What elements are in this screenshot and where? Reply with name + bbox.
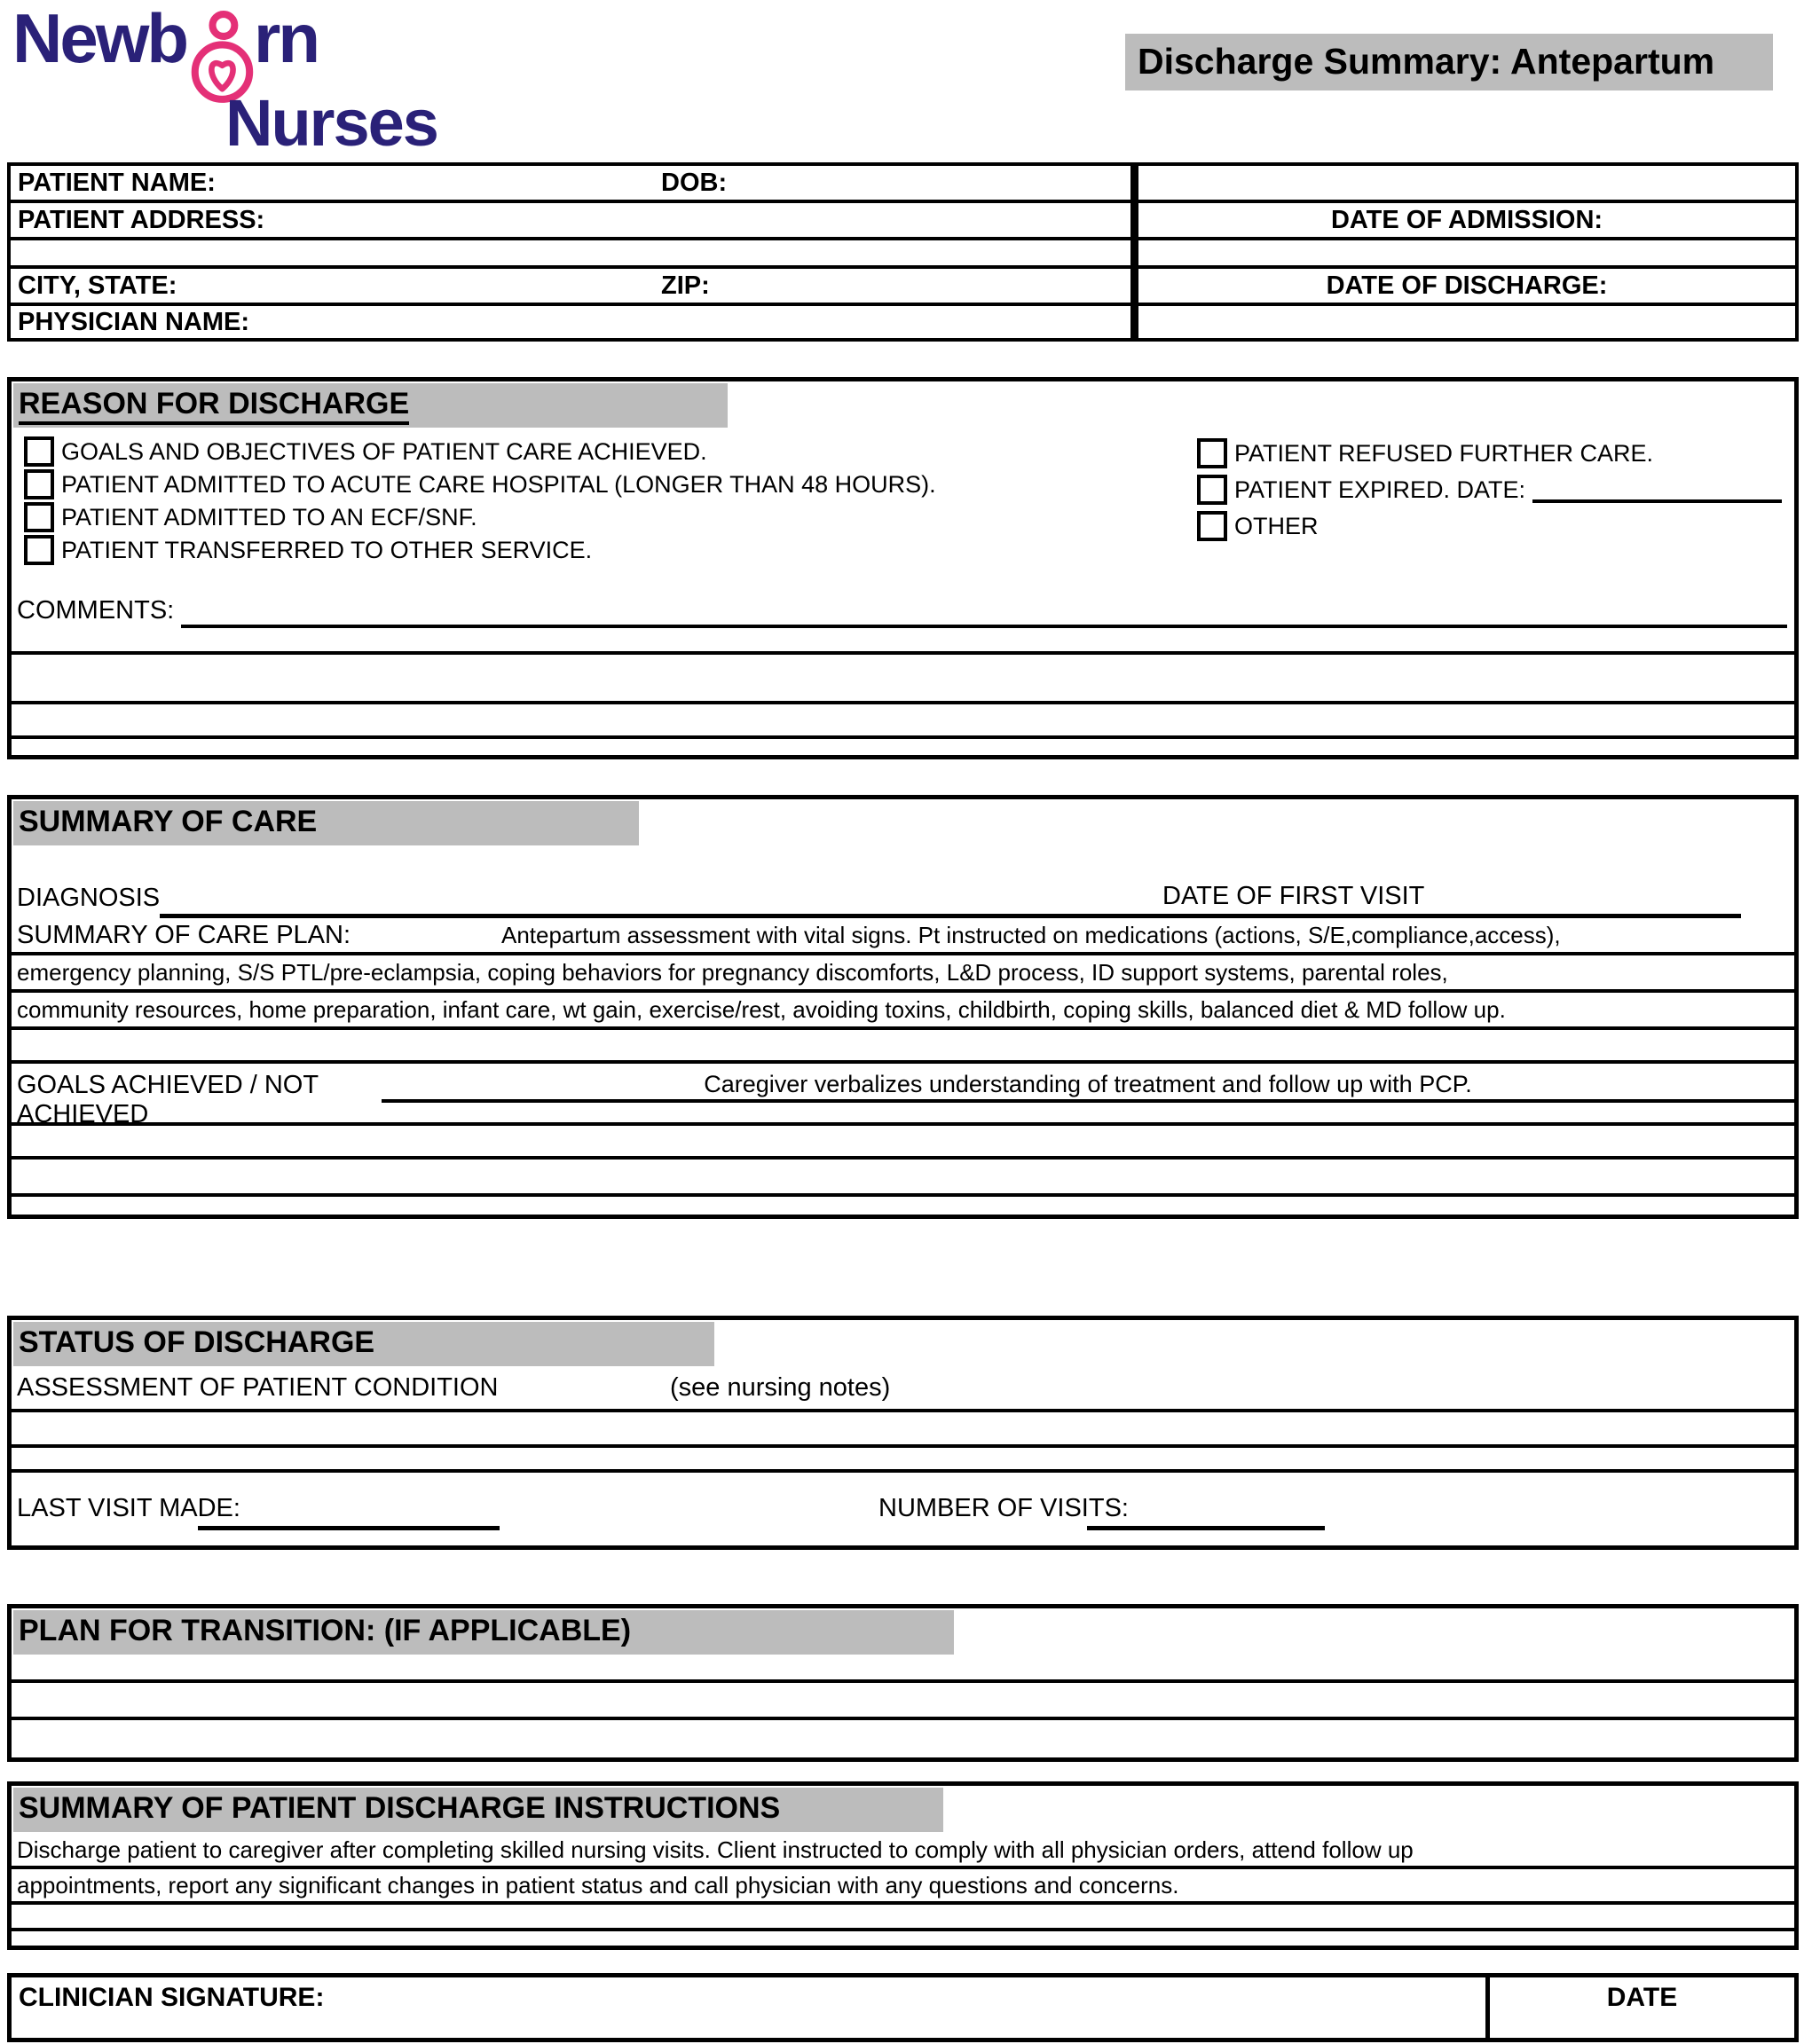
option-label: PATIENT ADMITTED TO AN ECF/SNF. bbox=[61, 503, 477, 531]
option-label: GOALS AND OBJECTIVES OF PATIENT CARE ACHIEVED. bbox=[61, 437, 707, 465]
option-label: PATIENT EXPIRED. DATE: bbox=[1234, 476, 1526, 503]
last-visit-line[interactable] bbox=[198, 1526, 500, 1530]
patient-address-label: PATIENT ADDRESS: bbox=[18, 205, 265, 234]
number-of-visits-line[interactable] bbox=[1087, 1526, 1325, 1530]
logo-text-line2: Nurses bbox=[225, 86, 437, 160]
dob-label: DOB: bbox=[661, 168, 728, 197]
discharge-instructions-section bbox=[7, 1781, 1799, 1950]
care-plan-row bbox=[12, 955, 1794, 993]
city-state-row bbox=[11, 269, 1130, 306]
blank-line[interactable] bbox=[12, 1683, 1794, 1720]
care-plan-text: community resources, home preparation, infant care, wt gain, exercise/rest, avoiding toxins, childbirth, coping skills, balanced diet & MD follow up. bbox=[17, 995, 1506, 1023]
option-label: PATIENT TRANSFERRED TO OTHER SERVICE. bbox=[61, 536, 593, 563]
instructions-text: appointments, report any significant changes in patient status and call physician with any questions and concerns. bbox=[17, 1871, 1179, 1899]
blank-line[interactable] bbox=[12, 1720, 1794, 1757]
comments-label: COMMENTS: bbox=[17, 595, 175, 625]
blank-line[interactable] bbox=[12, 1905, 1794, 1931]
diagnosis-line[interactable] bbox=[160, 914, 1741, 918]
goals-achieved-line[interactable] bbox=[382, 1064, 1794, 1103]
comments-blank-line[interactable] bbox=[12, 735, 1794, 766]
physician-name-label: PHYSICIAN NAME: bbox=[18, 307, 250, 336]
signature-date-cell[interactable] bbox=[1485, 1977, 1794, 2038]
signature-section bbox=[7, 1973, 1799, 2042]
goals-achieved-text: Caregiver verbalizes understanding of treatment and follow up with PCP. bbox=[704, 1071, 1472, 1097]
assessment-value: (see nursing notes) bbox=[670, 1372, 891, 1402]
option-refused-further-care bbox=[1197, 440, 1782, 467]
form-title: Discharge Summary: Antepartum bbox=[1125, 34, 1773, 90]
status-section-header: STATUS OF DISCHARGE bbox=[13, 1322, 714, 1366]
admission-date-field[interactable] bbox=[1138, 240, 1795, 269]
assessment-label: ASSESSMENT OF PATIENT CONDITION bbox=[17, 1372, 499, 1402]
care-plan-row bbox=[12, 993, 1794, 1030]
reason-section-header: REASON FOR DISCHARGE bbox=[13, 383, 728, 428]
last-visit-row bbox=[12, 1473, 1794, 1547]
summary-of-care-section bbox=[7, 795, 1799, 1219]
care-plan-text: emergency planning, S/S PTL/pre-eclampsia, coping behaviors for pregnancy discomforts, L&D process, ID support systems, parental roles, bbox=[17, 958, 1448, 986]
checkbox-patient-expired[interactable] bbox=[1197, 475, 1227, 505]
logo-text-pre: Newb bbox=[12, 0, 187, 77]
patient-expired-date-line[interactable] bbox=[1532, 478, 1782, 503]
discharge-reason-options-right bbox=[1197, 440, 1782, 549]
date-of-discharge-label: DATE OF DISCHARGE: bbox=[1138, 269, 1795, 306]
blank-line[interactable] bbox=[12, 1197, 1794, 1218]
care-plan-row bbox=[12, 918, 1794, 955]
option-label: PATIENT REFUSED FURTHER CARE. bbox=[1234, 439, 1654, 467]
clinician-signature-label: CLINICIAN SIGNATURE: bbox=[19, 1983, 325, 2012]
patient-info-section bbox=[7, 162, 1799, 342]
option-label: OTHER bbox=[1234, 512, 1319, 539]
transition-section-header: PLAN FOR TRANSITION: (IF APPLICABLE) bbox=[13, 1610, 954, 1655]
date-of-admission-label: DATE OF ADMISSION: bbox=[1138, 203, 1795, 240]
blank-line[interactable] bbox=[12, 1931, 1794, 1951]
checkbox-admitted-acute-care[interactable] bbox=[24, 469, 54, 499]
city-state-label: CITY, STATE: bbox=[18, 271, 177, 300]
number-of-visits-label: NUMBER OF VISITS: bbox=[878, 1494, 1129, 1522]
zip-label: ZIP: bbox=[661, 271, 710, 300]
blank-line[interactable] bbox=[12, 1126, 1794, 1160]
instructions-section-header: SUMMARY OF PATIENT DISCHARGE INSTRUCTIONS bbox=[13, 1788, 943, 1832]
patient-name-row bbox=[11, 166, 1130, 203]
instructions-text: Discharge patient to caregiver after completing skilled nursing visits. Client instructed to comply with all physician orders, attend follow up bbox=[17, 1836, 1414, 1863]
newborn-nurses-logo bbox=[12, 0, 437, 160]
care-plan-label: SUMMARY OF CARE PLAN: bbox=[17, 920, 351, 949]
status-of-discharge-section bbox=[7, 1316, 1799, 1550]
blank-line[interactable] bbox=[12, 1448, 1794, 1473]
comments-row bbox=[17, 593, 1787, 628]
transition-header-row bbox=[12, 1608, 1794, 1683]
signature-date-label: DATE bbox=[1606, 1983, 1678, 2012]
admission-dates-table bbox=[1134, 162, 1799, 342]
comments-line[interactable] bbox=[181, 603, 1787, 628]
option-other bbox=[1197, 513, 1782, 539]
diagnosis-label: DIAGNOSIS bbox=[17, 884, 161, 912]
comments-blank-line[interactable] bbox=[12, 651, 1794, 701]
goals-achieved-row bbox=[12, 1064, 1794, 1126]
blank-line[interactable] bbox=[12, 1412, 1794, 1448]
care-section-header: SUMMARY OF CARE bbox=[13, 801, 639, 845]
patient-address-row bbox=[11, 203, 1130, 240]
option-patient-expired bbox=[1197, 476, 1782, 503]
address-blank-row[interactable] bbox=[11, 240, 1130, 269]
discharge-date-field[interactable] bbox=[1138, 306, 1795, 338]
blank-cell[interactable] bbox=[1138, 166, 1795, 203]
checkbox-transferred-other-service[interactable] bbox=[24, 535, 54, 565]
discharge-reason-options bbox=[24, 438, 1794, 571]
last-visit-label: LAST VISIT MADE: bbox=[17, 1494, 240, 1522]
blank-line[interactable] bbox=[12, 1160, 1794, 1197]
patient-name-label: PATIENT NAME: bbox=[18, 168, 216, 197]
assessment-row bbox=[12, 1366, 1794, 1412]
checkbox-other[interactable] bbox=[1197, 511, 1227, 541]
instructions-text-row bbox=[12, 1834, 1794, 1869]
comments-blank-line[interactable] bbox=[12, 701, 1794, 735]
checkbox-admitted-ecf-snf[interactable] bbox=[24, 502, 54, 532]
option-label: PATIENT ADMITTED TO ACUTE CARE HOSPITAL (LONGER THAN 48 HOURS). bbox=[61, 470, 936, 498]
date-of-first-visit-label: DATE OF FIRST VISIT bbox=[1162, 882, 1425, 910]
blank-line[interactable] bbox=[12, 1030, 1794, 1064]
diagnosis-row bbox=[12, 881, 1794, 918]
plan-for-transition-section bbox=[7, 1604, 1799, 1762]
logo-text-post: rn bbox=[254, 0, 319, 77]
reason-for-discharge-section bbox=[7, 377, 1799, 759]
clinician-signature-cell[interactable] bbox=[12, 1977, 1485, 2038]
checkbox-goals-objectives-achieved[interactable] bbox=[24, 436, 54, 467]
instructions-text-row bbox=[12, 1869, 1794, 1905]
physician-name-row bbox=[11, 306, 1130, 338]
patient-info-table bbox=[7, 162, 1134, 342]
goals-achieved-label: GOALS ACHIEVED / NOT ACHIEVED bbox=[17, 1071, 319, 1128]
checkbox-refused-further-care[interactable] bbox=[1197, 438, 1227, 468]
care-plan-text: Antepartum assessment with vital signs. Pt instructed on medications (actions, S/E,compliance,access), bbox=[501, 921, 1561, 948]
